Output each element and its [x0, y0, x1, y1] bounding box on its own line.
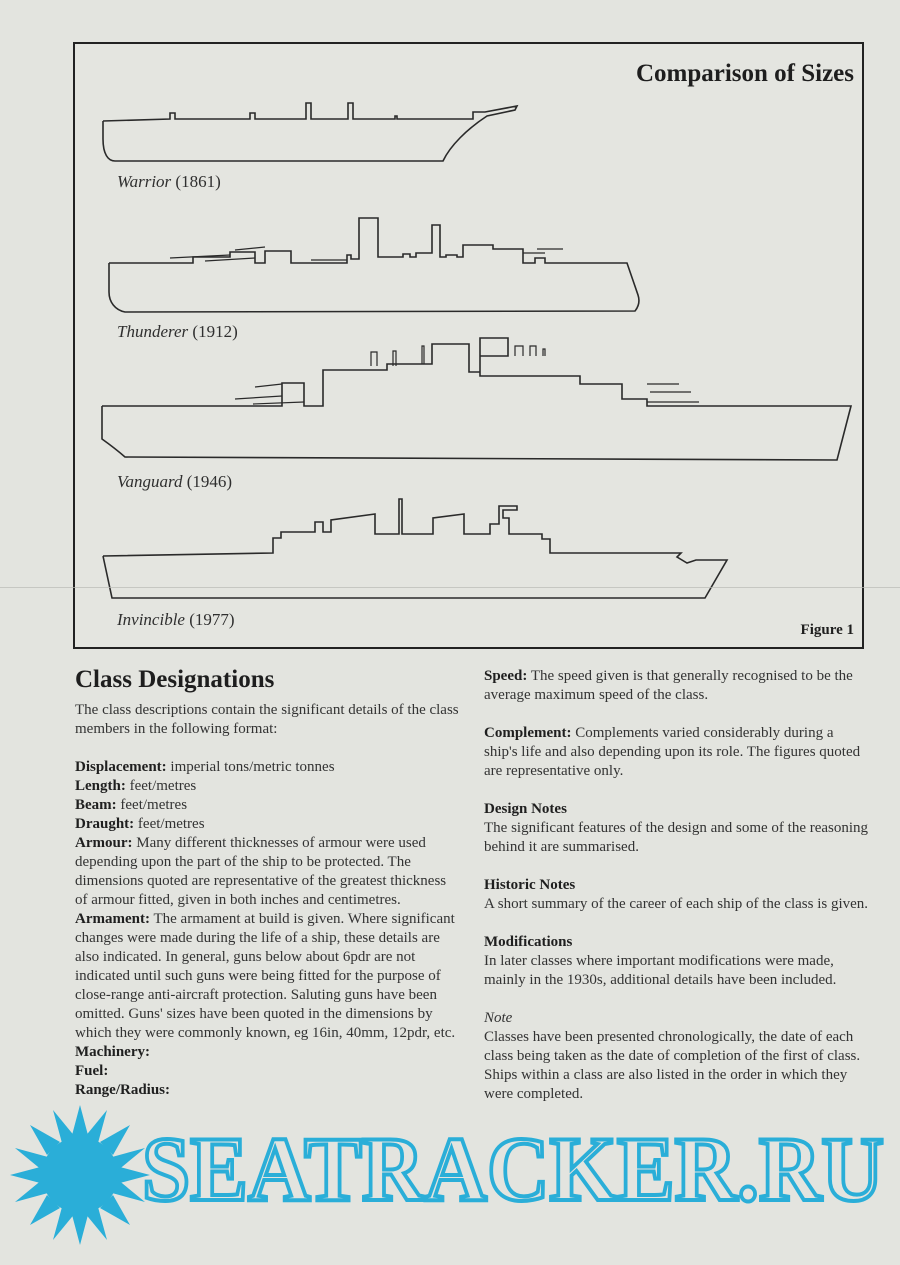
modifications-text: In later classes where important modifications were made, mainly in the 1930s, additional details have been included.: [484, 953, 837, 988]
field-armament: Armament: The armament at build is given. Where significant changes were made during the life of a ship, these details are also indicated. In general, guns below about 6pdr are not indicated until such guns were being fitted for the purpose of close-range anti-aircraft protection. Saluting guns have been omitted. Guns' sizes have been quoted in the dimensions by which they were commonly known, eg 16in, 40mm, 12pdr, etc.: [75, 911, 456, 1041]
field-fuel: Fuel:: [75, 1063, 109, 1079]
left-column: [75, 665, 460, 1100]
ship-silhouettes: [75, 44, 862, 647]
historic-notes-text: A short summary of the career of each ship of the class is given.: [484, 896, 869, 912]
watermark: [0, 1105, 900, 1265]
thunderer-silhouette: [109, 218, 639, 312]
right-column: [484, 667, 870, 1104]
note-text: Classes have been presented chronologically, the date of each class being taken as the date of completion of the first of class. Ships within a class are also listed in the order in which they were completed.: [484, 1029, 861, 1102]
scan-artifact-line: [0, 587, 900, 588]
figure-title: Comparison of Sizes: [635, 60, 854, 87]
watermark-text: SEATRACKER.RU: [142, 1118, 884, 1220]
vanguard-silhouette: [102, 338, 851, 460]
historic-notes-heading: Historic Notes: [484, 877, 576, 893]
intro-paragraph: The class descriptions contain the significant details of the class members in the following format:: [75, 702, 459, 737]
vanguard-funnels: [371, 346, 545, 366]
invincible-silhouette: [103, 499, 727, 598]
section-heading: Class Designations: [75, 666, 275, 693]
warrior-silhouette: [103, 103, 517, 161]
field-beam: Beam: feet/metres: [75, 797, 188, 813]
vanguard-caption: Vanguard (1946): [117, 472, 233, 491]
field-range: Range/Radius:: [75, 1082, 171, 1098]
modifications-heading: Modifications: [484, 934, 573, 950]
field-length: Length: feet/metres: [75, 778, 197, 794]
invincible-caption: Invincible (1977): [117, 610, 235, 629]
speed-entry: Speed: The speed given is that generally recognised to be the average maximum speed of the class.: [484, 668, 853, 703]
size-comparison-figure: [73, 42, 864, 649]
watermark-sun-icon: [10, 1105, 150, 1245]
warrior-caption: Warrior (1861): [117, 172, 221, 191]
design-notes-heading: Design Notes: [484, 801, 567, 817]
field-displacement: Displacement: imperial tons/metric tonnes: [75, 759, 335, 775]
thunderer-caption: Thunderer (1912): [117, 322, 238, 341]
field-draught: Draught: feet/metres: [75, 816, 205, 832]
field-armour: Armour: Many different thicknesses of armour were used depending upon the part of the ship to be protected. The dimensions quoted are representative of the greatest thickness of armour fitted, given in both inches and centimetres.: [75, 835, 447, 908]
design-notes-text: The significant features of the design and some of the reasoning behind it are summarised.: [484, 820, 869, 855]
complement-entry: Complement: Complements varied considerably during a ship's life and also depending upon its role. The figures quoted are representative only.: [484, 725, 861, 779]
field-machinery: Machinery:: [75, 1044, 150, 1060]
note-heading: Note: [484, 1010, 513, 1026]
figure-label: Figure 1: [800, 622, 854, 638]
